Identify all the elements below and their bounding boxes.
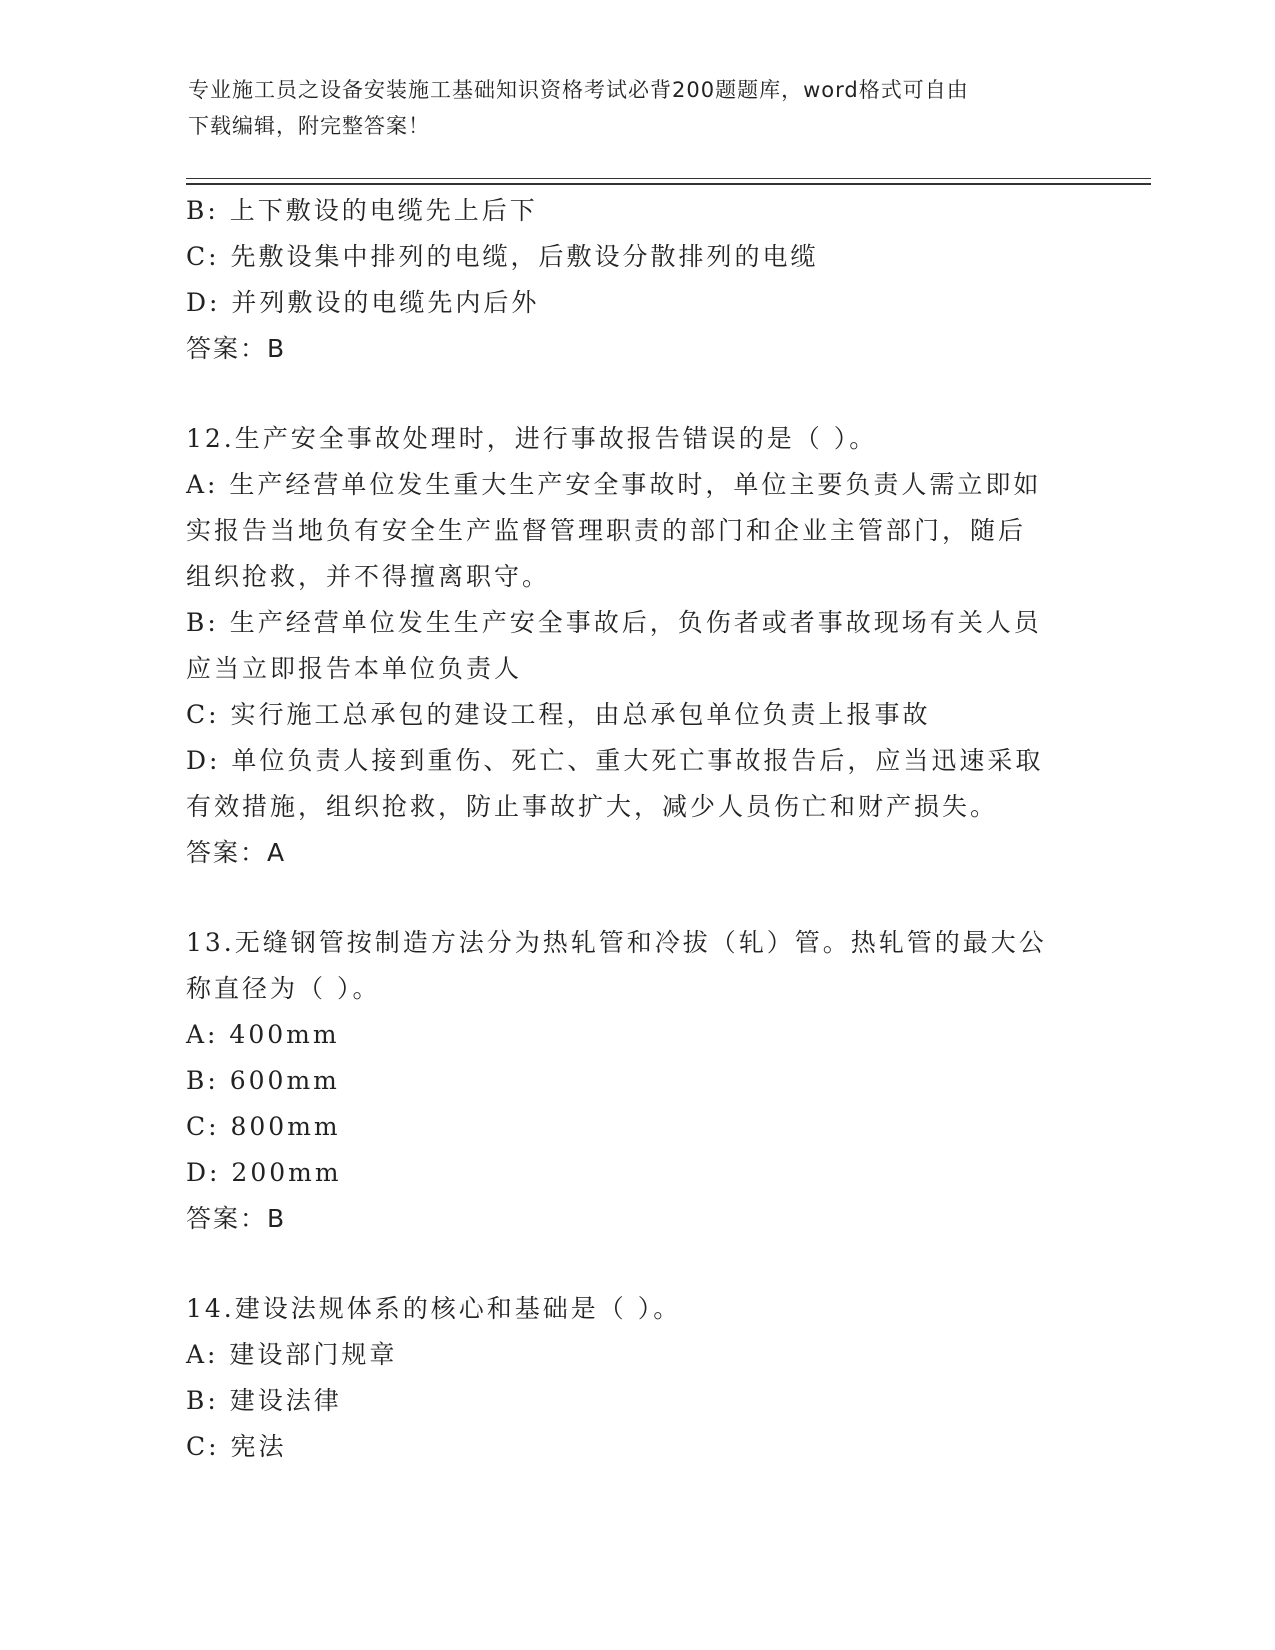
option-a-cont: 实报告当地负有安全生产监督管理职责的部门和企业主管部门，随后 [186, 516, 1027, 545]
document-header [188, 72, 1068, 144]
question-stem: 13.无缝钢管按制造方法分为热轧管和冷拔（轧）管。热轧管的最大公 [186, 928, 1047, 957]
option-d-cont: 有效措施，组织抢救，防止事故扩大，减少人员伤亡和财产损失。 [186, 792, 999, 821]
option-c: C: 宪法 [186, 1432, 287, 1461]
question-13 [186, 920, 1086, 1242]
question-14 [186, 1286, 1086, 1470]
answer: 答案：A [186, 838, 287, 867]
option-d: D: 200mm [186, 1158, 342, 1187]
option-c: C: 实行施工总承包的建设工程，由总承包单位负责上报事故 [186, 700, 931, 729]
answer: 答案：B [186, 334, 287, 363]
option-b-cont: 应当立即报告本单位负责人 [186, 654, 523, 683]
question-stem: 12.生产安全事故处理时，进行事故报告错误的是（ ）。 [186, 424, 878, 453]
option-b: B: 上下敷设的电缆先上后下 [186, 196, 538, 225]
option-d: D: 单位负责人接到重伤、死亡、重大死亡事故报告后，应当迅速采取 [186, 746, 1044, 775]
option-d: D: 并列敷设的电缆先内后外 [186, 288, 540, 317]
question-stem-cont: 称直径为（ ）。 [186, 974, 381, 1003]
option-a-cont: 组织抢救，并不得擅离职守。 [186, 562, 551, 591]
header-line-2: 下载编辑，附完整答案！ [188, 114, 430, 138]
option-c: C: 800mm [186, 1112, 341, 1141]
question-stem: 14.建设法规体系的核心和基础是（ ）。 [186, 1294, 682, 1323]
spacer [186, 1242, 1086, 1286]
option-a: A: 建设部门规章 [186, 1340, 398, 1369]
header-line-1: 专业施工员之设备安装施工基础知识资格考试必背200题题库，word格式可自由 [188, 78, 969, 102]
option-b: B: 建设法律 [186, 1386, 342, 1415]
spacer [186, 876, 1086, 920]
question-11-tail [186, 188, 1086, 372]
question-12 [186, 416, 1086, 876]
answer: 答案：B [186, 1204, 287, 1233]
option-c: C: 先敷设集中排列的电缆，后敷设分散排列的电缆 [186, 242, 819, 271]
option-a: A: 生产经营单位发生重大生产安全事故时，单位主要负责人需立即如 [186, 470, 1042, 499]
option-b: B: 600mm [186, 1066, 340, 1095]
option-a: A: 400mm [186, 1020, 340, 1049]
document-body [186, 188, 1086, 1470]
header-rule-bottom [186, 183, 1151, 185]
header-rule-top [186, 178, 1151, 179]
spacer [186, 372, 1086, 416]
option-b: B: 生产经营单位发生生产安全事故后，负伤者或者事故现场有关人员 [186, 608, 1042, 637]
